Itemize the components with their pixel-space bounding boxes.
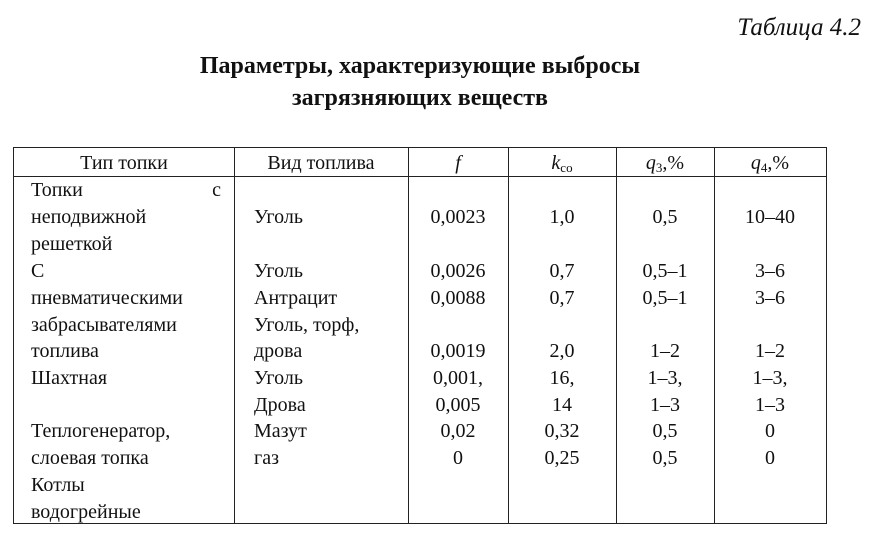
q4-cell: 1–3 (755, 394, 785, 416)
f-cell: 0,0026 (430, 260, 486, 282)
q3-cell: 1–3 (650, 394, 680, 416)
fuel-cell: газ (254, 447, 279, 469)
type-line: решеткой (31, 233, 113, 255)
kco-cell: 0,32 (544, 420, 580, 442)
fuel-cell: Уголь (254, 260, 303, 282)
q4-cell: 10–40 (745, 206, 795, 228)
header-f (408, 150, 508, 176)
type-line (31, 177, 221, 203)
q3-cell: 0,5–1 (642, 260, 688, 282)
type-line: Теплогенератор, (31, 420, 171, 442)
header-q3-symbol: q (645, 152, 656, 174)
f-cell: 0,005 (435, 394, 481, 416)
type-line: С (31, 260, 45, 282)
header-type: Тип топки (80, 152, 168, 174)
kco-cell: 14 (552, 394, 572, 416)
q3-cell: 0,5 (652, 420, 678, 442)
kco-cell: 16, (549, 367, 575, 389)
header-q3 (616, 150, 714, 176)
type-line: слоевая топка (31, 447, 149, 469)
q3-cell: 1–2 (650, 340, 680, 362)
header-kco-symbol: k (551, 152, 561, 174)
header-kco-subscript: co (560, 160, 573, 175)
q4-cell: 0 (765, 420, 775, 442)
kco-cell: 0,7 (549, 287, 575, 309)
f-cell: 0,02 (440, 420, 476, 442)
type-line-part: Топки (31, 179, 83, 201)
q3-cell: 1–3, (647, 367, 683, 389)
header-f-symbol: f (455, 152, 461, 174)
kco-cell: 1,0 (549, 206, 575, 228)
parameters-table (13, 147, 827, 524)
type-line: неподвижной (31, 206, 147, 228)
header-fuel: Вид топлива (267, 152, 375, 174)
fuel-cell: Уголь (254, 367, 303, 389)
fuel-cell: Мазут (254, 420, 307, 442)
q4-cell: 3–6 (755, 260, 785, 282)
header-q4 (714, 150, 826, 176)
table-title-line-2: загрязняющих веществ (292, 85, 548, 111)
table-title (0, 50, 840, 114)
q4-cell: 3–6 (755, 287, 785, 309)
f-cell: 0,001, (433, 367, 483, 389)
q3-cell: 0,5 (652, 206, 678, 228)
fuel-cell: Уголь (254, 206, 303, 228)
fuel-cell: Антрацит (254, 287, 338, 309)
header-q4-symbol: q (750, 152, 761, 174)
type-line: топлива (31, 340, 99, 362)
type-line: водогрейные (31, 501, 141, 523)
header-kco (508, 150, 616, 176)
header-q3-unit: ,% (662, 152, 685, 174)
fuel-cell: Уголь, торф, (254, 314, 360, 336)
q4-cell: 0 (765, 447, 775, 469)
type-line: пневматическими (31, 287, 183, 309)
f-cell: 0 (453, 447, 463, 469)
header-q3-subscript: 3 (655, 160, 663, 175)
type-line-part: с (212, 179, 221, 201)
f-cell: 0,0019 (430, 340, 486, 362)
q4-cell: 1–3, (752, 367, 788, 389)
fuel-cell: Дрова (254, 394, 306, 416)
column-divider (234, 148, 235, 523)
table-title-line-1: Параметры, характеризующие выбросы (199, 53, 641, 79)
f-cell: 0,0023 (430, 206, 486, 228)
q3-cell: 0,5 (652, 447, 678, 469)
fuel-cell: дрова (254, 340, 303, 362)
table-number: Таблица 4.2 (737, 14, 861, 41)
q3-cell: 0,5–1 (642, 287, 688, 309)
type-line: забрасывателями (31, 314, 177, 336)
kco-cell: 0,25 (544, 447, 580, 469)
kco-cell: 2,0 (549, 340, 575, 362)
kco-cell: 0,7 (549, 260, 575, 282)
type-line: Шахтная (31, 367, 108, 389)
header-q4-subscript: 4 (760, 160, 768, 175)
header-q4-unit: ,% (767, 152, 790, 174)
f-cell: 0,0088 (430, 287, 486, 309)
type-line: Котлы (31, 474, 85, 496)
q4-cell: 1–2 (755, 340, 785, 362)
